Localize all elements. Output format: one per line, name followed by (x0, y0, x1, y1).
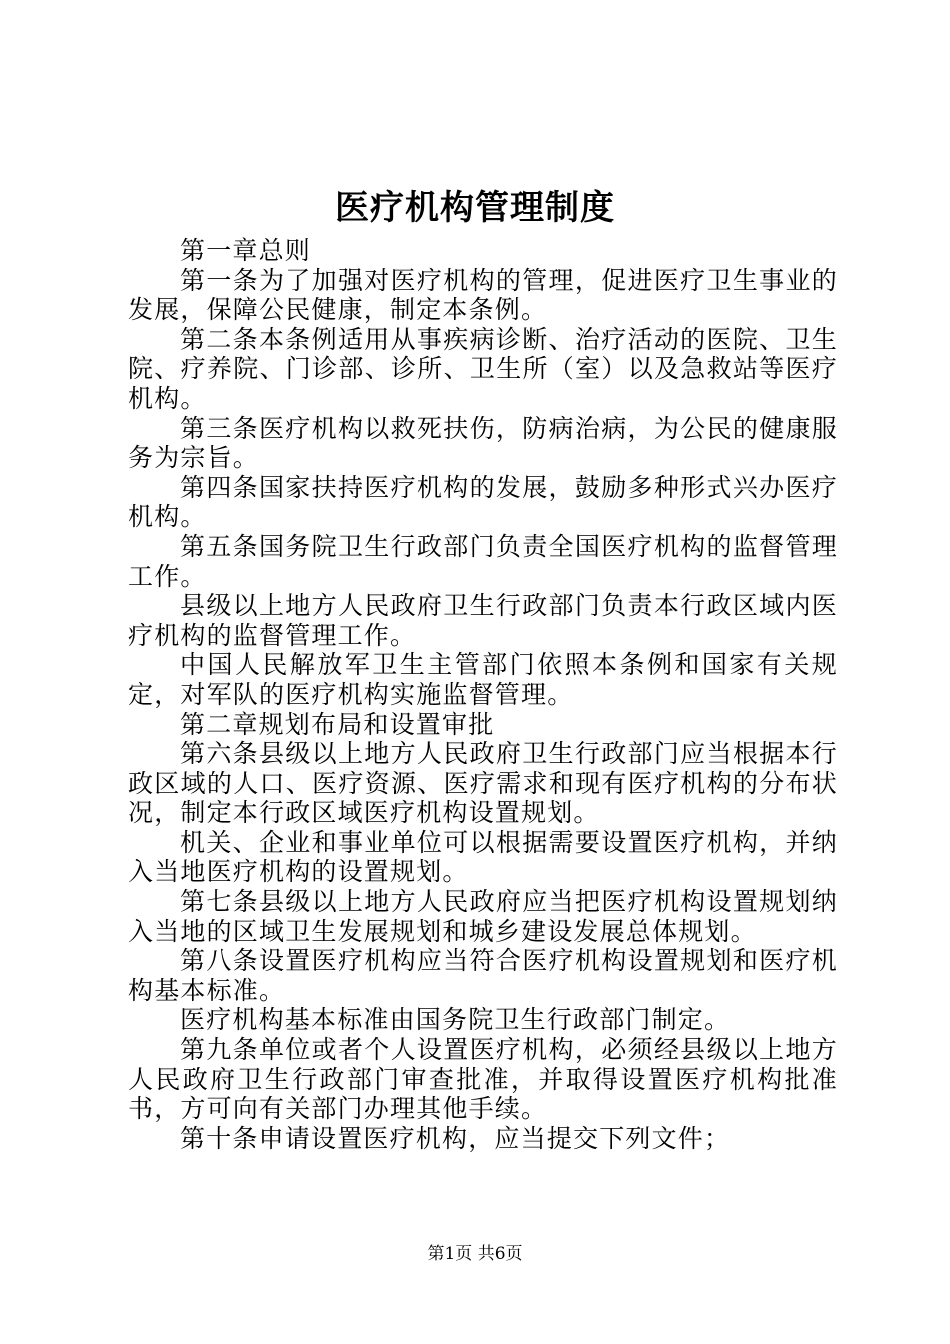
paragraph: 第九条单位或者个人设置医疗机构，必须经县级以上地方人民政府卫生行政部门审查批准，并取得设置医疗机构批准书，方可向有关部门办理其他手续。 (128, 1035, 838, 1124)
chapter-heading: 第二章规划布局和设置审批 (180, 709, 495, 739)
chapter-heading: 第一章总则 (180, 236, 312, 265)
paragraph: 第六条县级以上地方人民政府卫生行政部门应当根据本行政区域的人口、医疗资源、医疗需求和现有医疗机构的分布状况，制定本行政区域医疗机构设置规划。 (128, 739, 838, 828)
paragraph: 第四条国家扶持医疗机构的发展，鼓励多种形式兴办医疗机构。 (128, 472, 838, 532)
page-footer: 第1页 共6页 (427, 1244, 523, 1264)
paragraph: 第二条本条例适用从事疾病诊断、治疗活动的医院、卫生院、疗养院、门诊部、诊所、卫生所（室）以及急救站等医疗机构。 (128, 324, 838, 413)
paragraph: 第八条设置医疗机构应当符合医疗机构设置规划和医疗机构基本标准。 (128, 946, 838, 1005)
paragraph: 中国人民解放军卫生主管部门依照本条例和国家有关规定，对军队的医疗机构实施监督管理。 (128, 650, 838, 709)
paragraph: 第十条申请设置医疗机构，应当提交下列文件； (180, 1123, 731, 1153)
paragraph: 县级以上地方人民政府卫生行政部门负责本行政区域内医疗机构的监督管理工作。 (128, 591, 838, 650)
document-body (128, 236, 838, 1153)
paragraph: 第七条县级以上地方人民政府应当把医疗机构设置规划纳入当地的区域卫生发展规划和城乡建设发展总体规划。 (128, 887, 838, 946)
paragraph: 医疗机构基本标准由国务院卫生行政部门制定。 (180, 1005, 731, 1035)
paragraph: 第三条医疗机构以救死扶伤，防病治病，为公民的健康服务为宗旨。 (128, 413, 838, 473)
paragraph: 第五条国务院卫生行政部门负责全国医疗机构的监督管理工作。 (128, 531, 838, 591)
paragraph: 机关、企业和事业单位可以根据需要设置医疗机构，并纳入当地医疗机构的设置规划。 (128, 827, 838, 887)
paragraph: 第一条为了加强对医疗机构的管理，促进医疗卫生事业的发展，保障公民健康，制定本条例。 (128, 265, 838, 325)
document-title: 医疗机构管理制度 (335, 188, 615, 228)
